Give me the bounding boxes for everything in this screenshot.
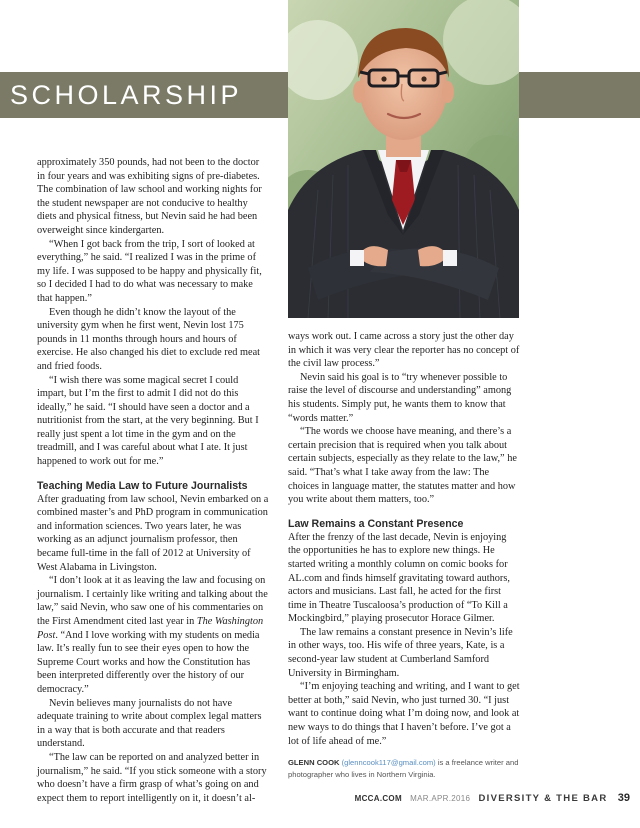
paragraph (37, 574, 269, 696)
author-name: GLENN COOK (288, 758, 340, 768)
paragraph: ways work out. I came across a story just the other day in which it was very clear the reporter has no concept of the civil law process.” (288, 331, 520, 370)
paragraph: “The law can be reported on and analyzed better in journalism,” he said. “If you stick someone with a story who doesn’t have a firm grasp of what’s going on and expect them to report intelligently on it, it doesn’t al- (37, 751, 267, 804)
paragraph: “I wish there was some magical secret I could impart, but I’m the first to admit I did not do this ideally,” he said. “I should have seen a doctor and a nutritionist from the start, at the very beginning. But I really just spent a lot time in the gym and on the treadmill, and I was careful about what I ate. It just happened to work out for me.” (37, 374, 259, 468)
subheading-teaching-media-law: Teaching Media Law to Future Journalists (37, 479, 248, 492)
paragraph: The law remains a constant presence in Nevin’s life in other ways, too. His wife of three years, Kate, is a second-year law student at Cumberland Samford University in Birmingham. (288, 626, 513, 679)
paragraph: approximately 350 pounds, had not been to the doctor in four years and was exhibiting signs of pre-diabetes. The combination of law school and working nights for the student newspaper are not conducive to healthy diets and physical fitness, but Nevin said he had been overweight since kindergarten. (37, 157, 262, 236)
footer-site: MCCA.COM (354, 793, 402, 803)
portrait-illustration (288, 0, 519, 318)
paragraph: “The words we choose have meaning, and there’s a certain precision that is required when you talk about certain subjects, especially as they relate to the law,” he said. “That’s what I take away from the law: The choices in language matter, the statutes matter and how you write about them matters, too.” (288, 426, 517, 506)
paragraph: “When I got back from the trip, I sort of looked at everything,” he said. “I realized I was in the prime of my life. I was supposed to be happy and physically fit, so I decided I had to do what was necessary to make that happen.” (37, 238, 262, 304)
paragraph-text: . “And I love working with my students on media law. It’s really fun to see their eyes open to how the Supreme Court works and how the Constitution has been interpreted differently over the history of our democracy.” (37, 629, 260, 695)
paragraph-text: “I don’t look at it as leaving the law and focusing on journalism. I certainly like writing and talking about the law,” said Nevin, who saw one of his commentaries on the First Amendment cited last year in (37, 575, 268, 627)
paragraph: After the frenzy of the last decade, Nevin is enjoying the opportunities he has to explore new things. He started writing a monthly column on comic books for AL.com and finds himself gravitating toward authors, actors and musicians. Last fall, he acted for the first time in Theatre Tuscaloosa’s production of “To Kill a Mockingbird,” playing prosecutor Horace Gilmer. (288, 531, 510, 625)
section-band-right (519, 72, 640, 118)
footer-date: MAR.APR.2016 (410, 793, 471, 803)
left-column (37, 156, 269, 805)
page-footer (355, 792, 630, 806)
section-title: SCHOLARSHIP (10, 80, 243, 110)
portrait-photo (288, 0, 519, 318)
paragraph: Nevin said his goal is to “try whenever possible to raise the level of discourse and understanding” among his students. Simply put, he wants them to know that “words matter.” (288, 371, 512, 424)
paragraph: After graduating from law school, Nevin embarked on a combined master’s and PhD program in communication and information sciences. Two years later, he was working as an adjunct journalism professor, then became full-time in the fall of 2012 at University of West Alabama in Livingston. (37, 493, 269, 573)
footer-publication: DIVERSITY & THE BAR (478, 792, 608, 804)
subheading-law-remains: Law Remains a Constant Presence (288, 517, 464, 530)
publication-title: The Washington Post (37, 616, 264, 641)
author-email-link[interactable]: (glenncook117@gmail.com) (341, 758, 436, 768)
page-number: 39 (617, 792, 630, 804)
paragraph: Even though he didn’t know the layout of the university gym when he first went, Nevin lost 175 pounds in 11 months through hours and hours of exercise. He also changed his diet to exclude red meat and fried foods. (37, 306, 261, 372)
paragraph: Nevin believes many journalists do not have adequate training to write about complex legal matters in a way that is both accurate and that readers understand. (37, 697, 262, 750)
author-bio (288, 757, 520, 780)
right-column (288, 330, 520, 780)
paragraph: “I’m enjoying teaching and writing, and I want to get better at both,” said Nevin, who just turned 30. “I just want to continue doing what I’m doing now, and look at new ways to do things that I haven’t before. I’ve got a lot of life ahead of me.” (288, 681, 520, 747)
author-bio-text: is a freelance writer and photographer who lives in Northern Virginia. (288, 758, 519, 779)
